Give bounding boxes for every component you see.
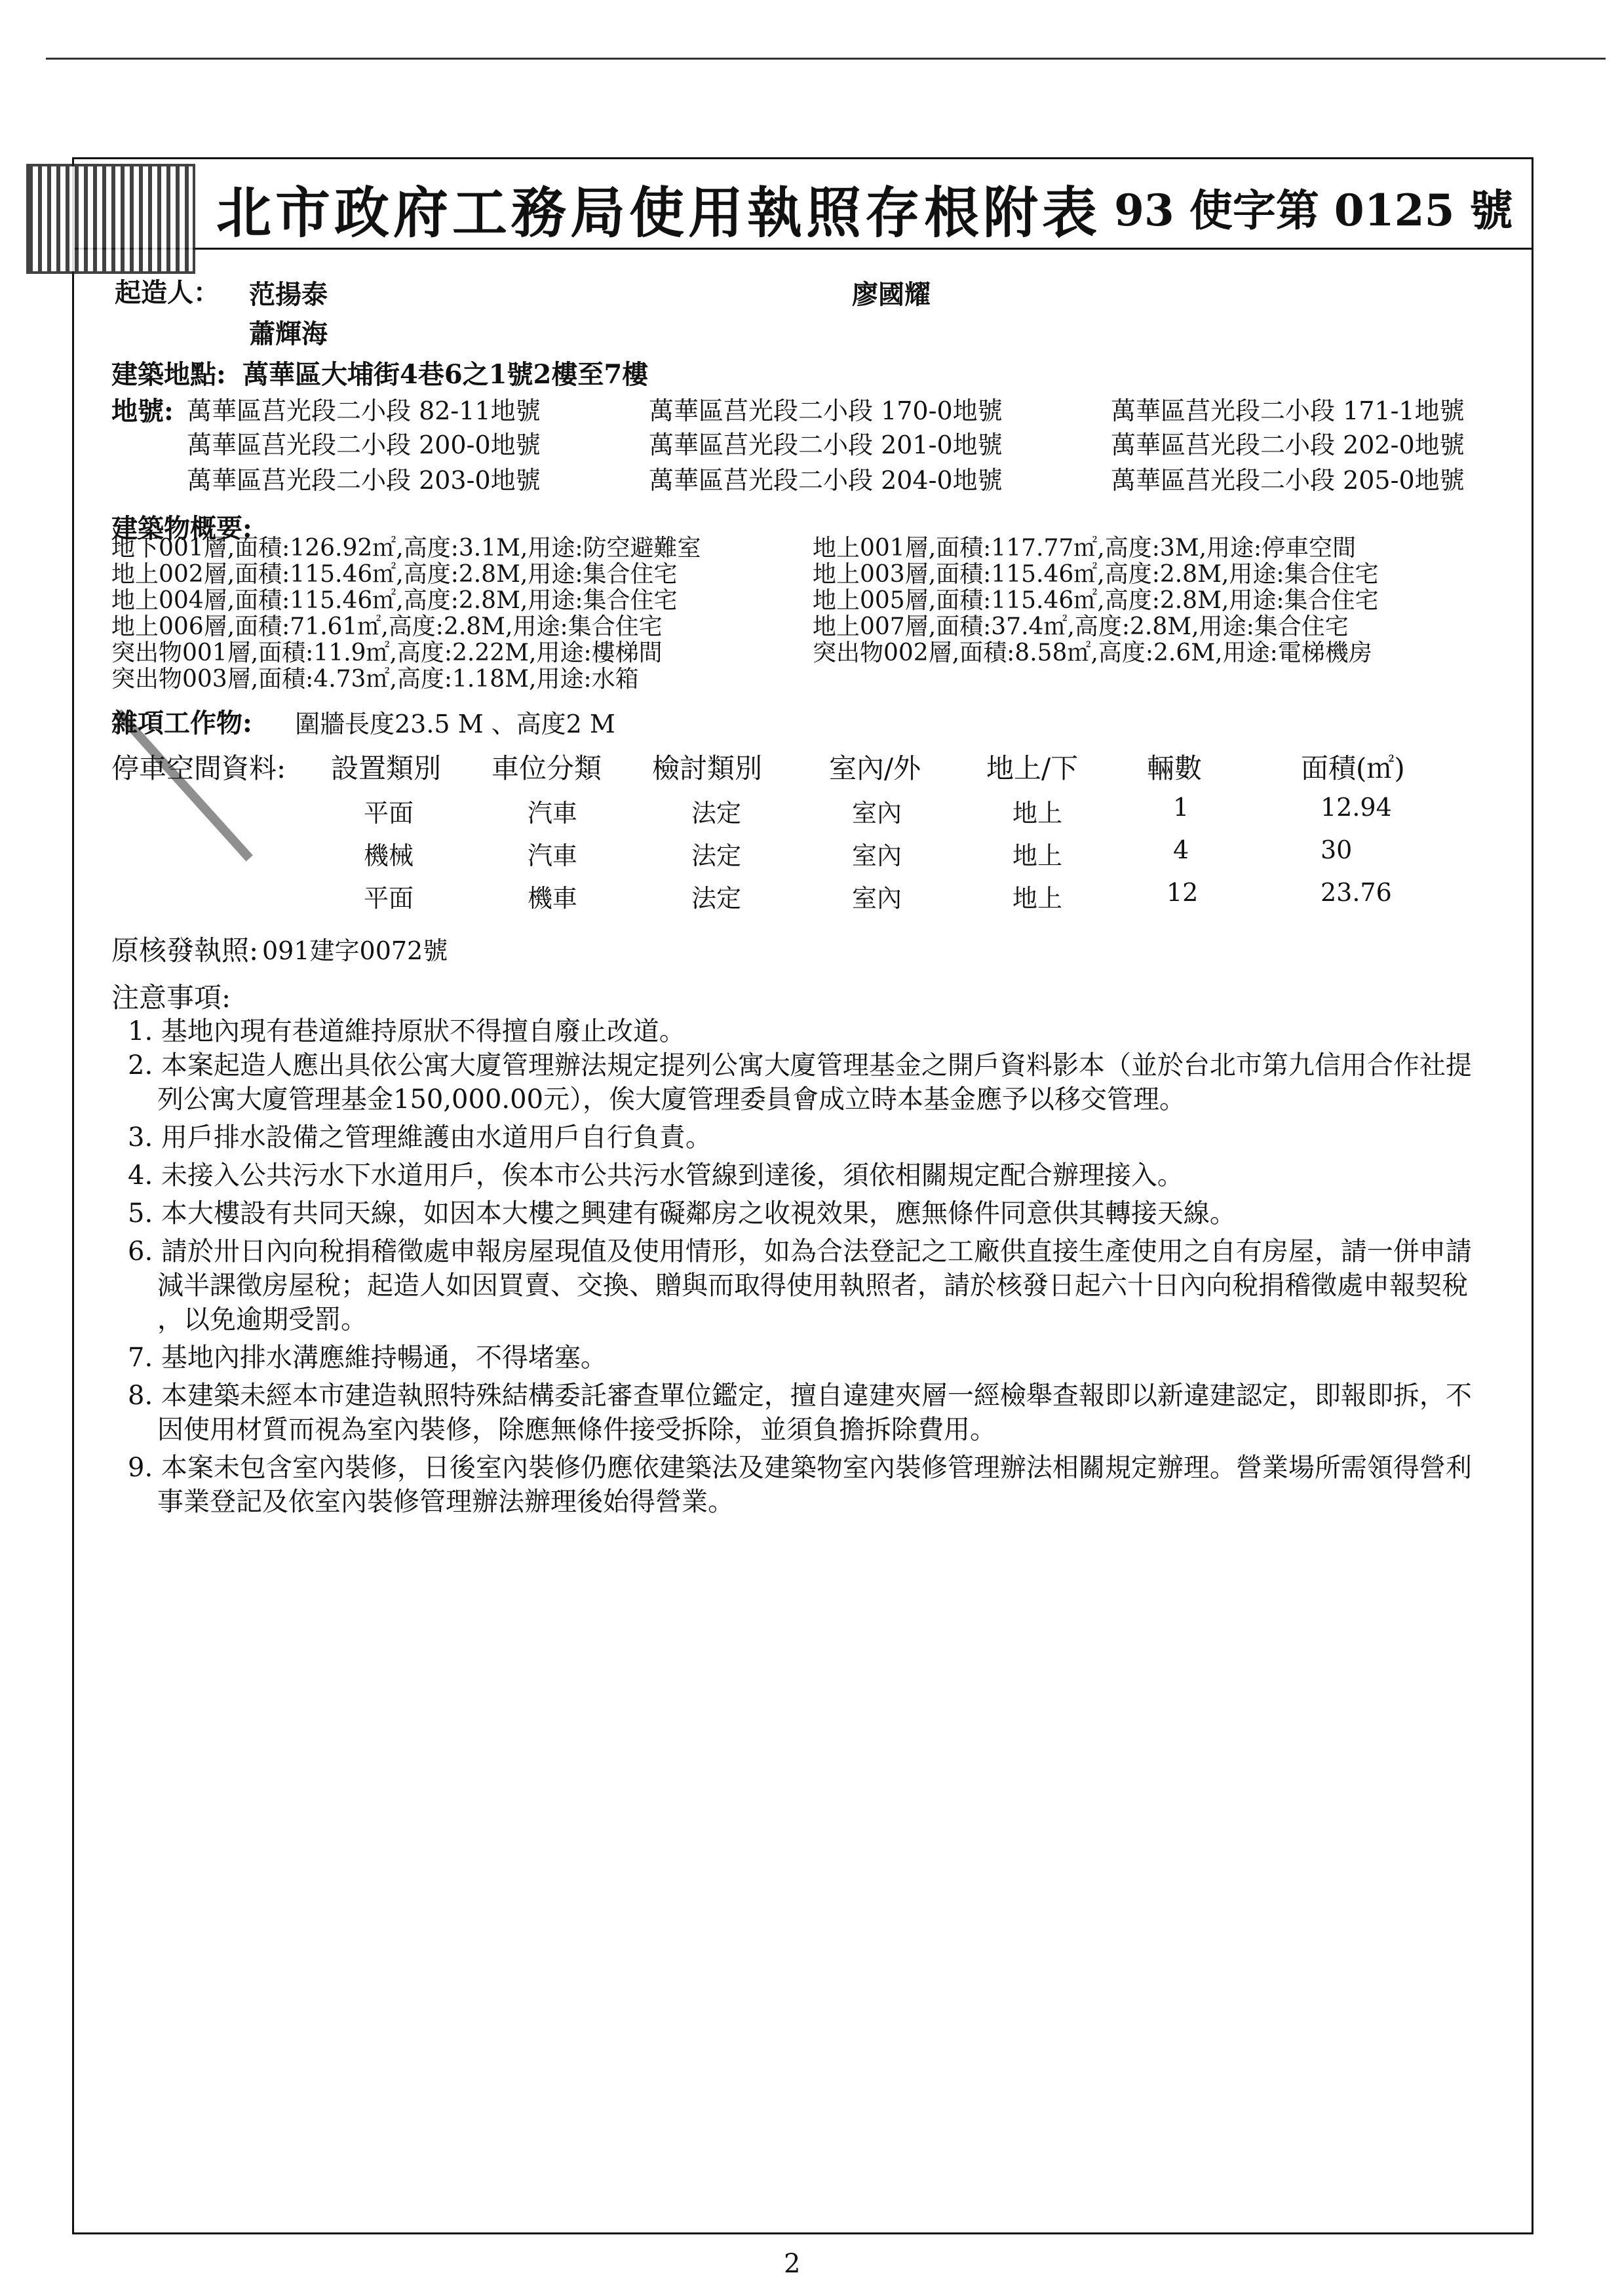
floor-row: 地上001層,面積:117.77㎡,高度:3M,用途:停車空間 (813, 535, 1357, 562)
license-number: 93 使字第 0125 號 (1114, 185, 1513, 236)
builder-name-1: 范揚泰 (249, 279, 328, 310)
lot-item: 萬華區莒光段二小段 201-0地號 (649, 430, 1003, 459)
lot-item: 萬華區莒光段二小段 203-0地號 (187, 466, 541, 495)
parking-cell: 地上 (1013, 884, 1063, 913)
parking-cell: 地上 (1013, 799, 1063, 828)
parking-cell: 機車 (528, 884, 578, 913)
note-line: 減半課徵房屋稅；起造人如因買賣、交換、贈與而取得使用執照者，請於核發日起六十日內向稅捐稽徵處申報契稅 (157, 1271, 1468, 1301)
floor-row: 地上002層,面積:115.46㎡,高度:2.8M,用途:集合住宅 (111, 561, 678, 588)
parking-cell: 30 (1321, 835, 1353, 864)
parking-cell: 法定 (691, 799, 742, 828)
parking-cell: 法定 (691, 884, 742, 913)
floor-row: 突出物003層,面積:4.73㎡,高度:1.18M,用途:水箱 (111, 666, 639, 693)
parking-cell: 12.94 (1321, 793, 1392, 822)
parking-header: 檢討類別 (652, 752, 763, 784)
floor-row: 突出物001層,面積:11.9㎡,高度:2.22M,用途:樓梯間 (111, 640, 663, 666)
builder-name-2: 廖國耀 (852, 279, 931, 310)
note-line: 5. 本大樓設有共同天線，如因本大樓之興建有礙鄰房之收視效果，應無條件同意供其轉接天線。 (128, 1198, 1236, 1229)
builder-name-3: 蕭輝海 (249, 318, 328, 349)
floor-row: 地上003層,面積:115.46㎡,高度:2.8M,用途:集合住宅 (813, 561, 1379, 588)
parking-header: 設置類別 (331, 752, 442, 784)
page-number: 2 (784, 2249, 801, 2279)
misc-label: 雜項工作物: (111, 708, 252, 738)
note-line: 2. 本案起造人應出具依公寓大廈管理辦法規定提列公寓大廈管理基金之開戶資料影本（並於台北市第九信用合作社提 (128, 1050, 1472, 1081)
floor-row: 地上004層,面積:115.46㎡,高度:2.8M,用途:集合住宅 (111, 587, 678, 614)
note-line: 3. 用戶排水設備之管理維護由水道用戶自行負責。 (128, 1122, 712, 1153)
top-scan-line (46, 58, 1606, 60)
parking-cell: 室內 (852, 841, 902, 870)
parking-cell: 室內 (852, 799, 902, 828)
builders-label: 起造人： (115, 277, 220, 308)
parking-cell: 平面 (364, 884, 414, 913)
parking-cell: 4 (1173, 835, 1189, 864)
lot-item: 萬華區莒光段二小段 202-0地號 (1111, 430, 1465, 459)
parking-cell: 汽車 (528, 841, 578, 870)
parking-cell: 1 (1173, 793, 1189, 822)
note-line: 4. 未接入公共污水下水道用戶，俟本市公共污水管線到達後，須依相關規定配合辦理接入。 (128, 1160, 1184, 1191)
site-address: 萬華區大埔街4巷6之1號2樓至7樓 (242, 359, 649, 390)
parking-cell: 平面 (364, 799, 414, 828)
floor-row: 地上005層,面積:115.46㎡,高度:2.8M,用途:集合住宅 (813, 587, 1379, 614)
note-line: 因使用材質而視為室內裝修，除應無條件接受拆除，並須負擔拆除費用。 (157, 1415, 996, 1445)
lot-item: 萬華區莒光段二小段 200-0地號 (187, 430, 541, 459)
notes-label: 注意事項: (111, 982, 231, 1014)
site-label: 建築地點: (111, 359, 226, 390)
lot-item: 萬華區莒光段二小段 171-1地號 (1111, 396, 1465, 425)
parking-header: 室內/外 (829, 752, 921, 784)
parking-label: 停車空間資料: (111, 752, 286, 784)
parking-cell: 地上 (1013, 841, 1063, 870)
parking-header: 車位分類 (492, 752, 602, 784)
parking-cell: 12 (1167, 878, 1199, 907)
floor-row: 地上007層,面積:37.4㎡,高度:2.8M,用途:集合住宅 (813, 613, 1349, 640)
lot-item: 萬華區莒光段二小段 204-0地號 (649, 466, 1003, 495)
note-line: 1. 基地內現有巷道維持原狀不得擅自廢止改道。 (128, 1016, 685, 1046)
floor-row: 地下001層,面積:126.92㎡,高度:3.1M,用途:防空避難室 (111, 535, 701, 562)
lot-item: 萬華區莒光段二小段 205-0地號 (1111, 466, 1465, 495)
note-line: 7. 基地內排水溝應維持暢通，不得堵塞。 (128, 1343, 607, 1373)
lots-label: 地號: (111, 396, 174, 427)
parking-header: 面積(㎡) (1301, 752, 1405, 784)
parking-header: 輛數 (1147, 752, 1203, 784)
original-license-value: 091建字0072號 (262, 936, 448, 965)
parking-cell: 機械 (364, 841, 414, 870)
note-line: 列公寓大廈管理基金150,000.00元），俟大廈管理委員會成立時本基金應予以移交管理。 (157, 1084, 1186, 1115)
note-line: 6. 請於卅日內向稅捐稽徵處申報房屋現值及使用情形，如為合法登記之工廠供直接生產使用之自有房屋，請一併申請 (128, 1236, 1472, 1267)
note-line: 事業登記及依室內裝修管理辦法辦理後始得營業。 (157, 1487, 734, 1517)
note-line: ，以免逾期受罰。 (157, 1305, 367, 1335)
parking-header: 地上/下 (986, 752, 1079, 784)
misc-value: 圍牆長度23.5 M 、高度2 M (295, 710, 615, 738)
floor-row: 地上006層,面積:71.61㎡,高度:2.8M,用途:集合住宅 (111, 613, 663, 640)
parking-cell: 23.76 (1321, 878, 1392, 907)
original-license-label: 原核發執照: (111, 934, 259, 966)
lot-item: 萬華區莒光段二小段 170-0地號 (649, 396, 1003, 425)
stamp-icon (26, 164, 195, 274)
document-title: 北市政府工務局使用執照存根附表 (216, 180, 1102, 245)
parking-cell: 汽車 (528, 799, 578, 828)
note-line: 8. 本建築未經本市建造執照特殊結構委託審查單位鑑定，擅自違建夾層一經檢舉查報即以新違建認定，即報即拆，不 (128, 1381, 1472, 1411)
building-label: 建築物概要: (111, 513, 252, 544)
floor-row: 突出物002層,面積:8.58㎡,高度:2.6M,用途:電梯機房 (813, 640, 1372, 666)
note-line: 9. 本案未包含室內裝修，日後室內裝修仍應依建築法及建築物室內裝修管理辦法相關規定辦理。營業場所需領得營利 (128, 1453, 1472, 1483)
parking-cell: 室內 (852, 884, 902, 913)
parking-cell: 法定 (691, 841, 742, 870)
lot-item: 萬華區莒光段二小段 82-11地號 (187, 396, 541, 425)
